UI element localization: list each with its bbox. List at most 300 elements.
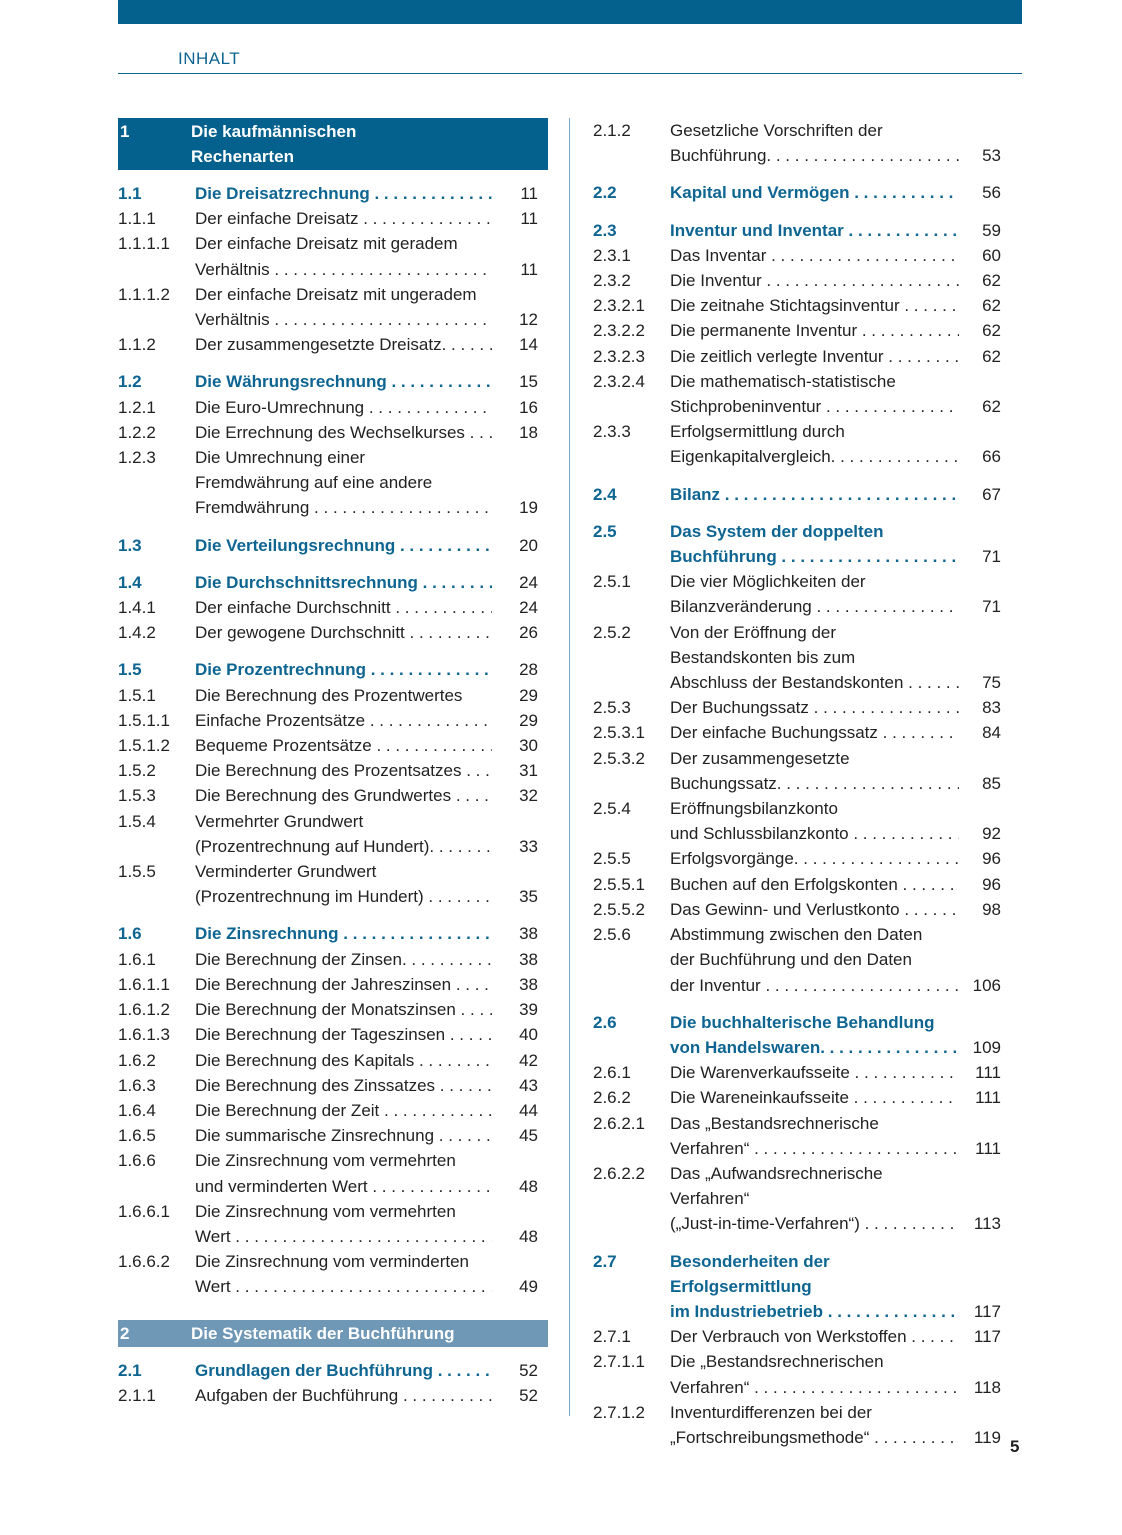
entry-page-number: 26	[519, 623, 538, 643]
entry-number: 2.3.2.2	[593, 321, 645, 341]
toc-entry[interactable]	[118, 445, 548, 521]
entry-page-number: 111	[975, 1138, 1001, 1158]
entry-title	[670, 1349, 959, 1399]
entry-page-number: 31	[519, 761, 538, 781]
toc-entry[interactable]	[118, 1148, 548, 1198]
entry-title	[195, 420, 492, 445]
entry-title-line: Die Berechnung der Monatszinsen . . .	[195, 997, 492, 1022]
entry-title-line: Die Inventur . . .	[670, 268, 959, 293]
entry-number: 1.6.5	[118, 1126, 156, 1146]
entry-page-number: 67	[982, 484, 1001, 504]
toc-entry[interactable]	[118, 595, 548, 620]
entry-title-line: im Industriebetrieb . . .	[670, 1299, 959, 1324]
entry-title	[195, 1098, 492, 1123]
entry-title	[670, 1400, 959, 1450]
entry-title	[195, 332, 492, 357]
entry-title-line: Bequeme Prozentsätze . . .	[195, 733, 492, 758]
entry-page-number: 24	[519, 572, 538, 592]
chapter-number: 1	[120, 122, 130, 141]
entry-page-number: 11	[520, 209, 538, 229]
entry-title-line: Buchen auf den Erfolgskonten . . .	[670, 872, 959, 897]
entry-title	[670, 218, 959, 243]
entry-title	[670, 419, 959, 469]
entry-number: 1.2.3	[118, 448, 156, 468]
toc-entry[interactable]	[593, 1085, 1001, 1110]
entry-title-line: Bilanzveränderung . . .	[670, 594, 959, 619]
entry-title-line: Die Euro-Umrechnung . . .	[195, 395, 492, 420]
entry-title-line: Aufgaben der Buchführung . . .	[195, 1383, 492, 1408]
entry-title-line: Die Berechnung der Jahreszinsen . . .	[195, 972, 492, 997]
entry-page-number: 33	[519, 836, 538, 856]
toc-section-entry[interactable]	[118, 181, 548, 206]
toc-section-entry[interactable]	[593, 218, 1001, 243]
entry-title-line: Fremdwährung auf eine andere	[195, 473, 433, 493]
entry-title	[670, 519, 959, 569]
entry-title	[195, 997, 492, 1022]
entry-title	[195, 758, 492, 783]
entry-page-number: 111	[975, 1063, 1001, 1083]
entry-title	[195, 1148, 492, 1198]
entry-page-number: 24	[519, 598, 538, 618]
entry-title-line: Die Berechnung der Zinsen. . . .	[195, 947, 492, 972]
entry-title-line: Die Wareneinkaufsseite . . .	[670, 1085, 959, 1110]
entry-page-number: 43	[519, 1075, 538, 1095]
entry-title-line: Die Umrechnung einer	[195, 448, 366, 468]
entry-page-number: 98	[982, 899, 1001, 919]
entry-page-number: 48	[519, 1176, 538, 1196]
toc-entry[interactable]	[593, 318, 1001, 343]
entry-title-line: Die summarische Zinsrechnung . . .	[195, 1123, 492, 1148]
entry-number: 2.1.2	[593, 121, 631, 140]
entry-title-line: Der einfache Durchschnitt . . .	[195, 595, 492, 620]
chapter-number: 2	[120, 1323, 130, 1343]
entry-title	[670, 720, 959, 745]
toc-entry[interactable]	[118, 758, 548, 783]
toc-entry[interactable]	[593, 720, 1001, 745]
entry-page-number: 96	[982, 849, 1001, 869]
entry-page-number: 71	[982, 547, 1001, 567]
toc-entry[interactable]	[118, 1073, 548, 1098]
toc-entry[interactable]	[118, 859, 548, 909]
entry-title-line: Das System der doppelten	[670, 521, 884, 541]
entry-number: 2.3.3	[593, 422, 631, 442]
toc-entry[interactable]	[118, 420, 548, 445]
entry-page-number: 11	[520, 259, 538, 279]
entry-title	[195, 533, 492, 558]
entry-page-number: 52	[519, 1360, 538, 1380]
entry-title-line: Das „Aufwandsrechnerische Verfahren“	[670, 1163, 883, 1209]
entry-number: 2.5	[593, 521, 617, 541]
entry-title-line: Gesetzliche Vorschriften der	[670, 121, 883, 140]
toc-section-entry[interactable]	[593, 519, 1001, 569]
entry-title-line: und Schlussbilanzkonto . . .	[670, 821, 959, 846]
entry-title-line: Der zusammengesetzte Dreisatz. . . .	[195, 332, 492, 357]
entry-title	[195, 206, 492, 231]
entry-title	[670, 369, 959, 419]
toc-entry[interactable]	[118, 1048, 548, 1073]
toc-entry[interactable]	[593, 872, 1001, 897]
entry-title-line: Die Berechnung des Kapitals . . .	[195, 1048, 492, 1073]
entry-title-line: Verhältnis . . .	[195, 257, 492, 282]
entry-title-line: der Buchführung und den Daten	[670, 950, 912, 970]
entry-number: 2.2	[593, 183, 617, 203]
entry-title-line: Das „Bestandsrechnerische	[670, 1113, 879, 1133]
toc-entry[interactable]	[118, 972, 548, 997]
entry-title	[195, 1358, 492, 1383]
entry-title-line: („Just-in-time-Verfahren“) . . .	[670, 1211, 959, 1236]
entry-number: 2.5.2	[593, 622, 631, 642]
entry-title	[195, 859, 492, 909]
entry-number: 1.6	[118, 924, 142, 944]
entry-page-number: 117	[973, 1327, 1001, 1347]
entry-title	[195, 1123, 492, 1148]
toc-entry[interactable]	[118, 206, 548, 231]
entry-page-number: 48	[519, 1226, 538, 1246]
entry-title-line: Die Errechnung des Wechselkurses . . .	[195, 420, 492, 445]
entry-title-line: Die vier Möglichkeiten der	[670, 572, 866, 592]
entry-page-number: 12	[519, 310, 538, 330]
toc-section-entry[interactable]	[593, 482, 1001, 507]
entry-title	[670, 846, 959, 871]
entry-title-line: Verminderter Grundwert	[195, 862, 377, 882]
entry-title-line: von Handelswaren. . . .	[670, 1035, 959, 1060]
toc-section-entry[interactable]	[118, 533, 548, 558]
entry-title-line: Verfahren“ . . .	[670, 1136, 959, 1161]
toc-entry[interactable]	[118, 1123, 548, 1148]
page-header-label: INHALT	[178, 49, 241, 68]
toc-section-entry[interactable]	[593, 1249, 1001, 1325]
toc-entry[interactable]	[593, 369, 1001, 419]
entry-page-number: 62	[982, 397, 1001, 417]
entry-title-line: Die Zinsrechnung vom verminderten	[195, 1252, 470, 1272]
entry-title-line: Die Berechnung des Prozentwertes	[195, 685, 463, 705]
entry-page-number: 66	[982, 447, 1001, 467]
entry-page-number: 85	[982, 773, 1001, 793]
toc-entry[interactable]	[118, 282, 548, 332]
entry-title-line: Die zeitlich verlegte Inventur . . .	[670, 344, 959, 369]
entry-title-line: Die Warenverkaufsseite . . .	[670, 1060, 959, 1085]
toc-entry[interactable]	[593, 569, 1001, 619]
entry-title-line: Erfolgsvorgänge. . . .	[670, 846, 959, 871]
toc-section-entry[interactable]	[118, 921, 548, 946]
entry-title	[670, 1324, 959, 1349]
entry-title-line: der Inventur . . .	[670, 973, 959, 998]
entry-page-number: 29	[519, 685, 538, 705]
entry-number: 2.5.3.2	[593, 748, 645, 768]
entry-title-line: Der einfache Buchungssatz . . .	[670, 720, 959, 745]
entry-page-number: 60	[982, 245, 1001, 265]
entry-number: 1.4.1	[118, 598, 156, 618]
toc-entry[interactable]	[593, 620, 1001, 696]
entry-title-line: Die Währungsrechnung . . .	[195, 369, 492, 394]
toc-entry[interactable]	[593, 746, 1001, 796]
entry-number: 1.6.1.1	[118, 974, 170, 994]
entry-number: 2.5.3	[593, 698, 631, 718]
entry-title	[670, 796, 959, 846]
toc-entry[interactable]	[593, 1400, 1001, 1450]
entry-number: 1.5.1.2	[118, 736, 170, 756]
entry-title	[670, 1111, 959, 1161]
entry-page-number: 111	[975, 1088, 1001, 1108]
entry-title-line: Erfolgsermittlung	[670, 1276, 812, 1296]
entry-page-number: 15	[519, 372, 538, 392]
entry-number: 1.5.2	[118, 761, 156, 781]
toc-entry[interactable]	[593, 293, 1001, 318]
toc-entry[interactable]	[118, 1022, 548, 1047]
entry-number: 2.1	[118, 1360, 142, 1380]
entry-number: 1.5.3	[118, 786, 156, 806]
entry-number: 2.5.5.2	[593, 899, 645, 919]
entry-title-line: Der zusammengesetzte	[670, 748, 850, 768]
toc-entry[interactable]	[118, 395, 548, 420]
entry-page-number: 117	[973, 1301, 1001, 1321]
entry-title	[195, 282, 492, 332]
toc-section-entry[interactable]	[118, 1358, 548, 1383]
entry-title-line: Die Verteilungsrechnung . . .	[195, 533, 492, 558]
entry-page-number: 38	[519, 974, 538, 994]
entry-title	[195, 1249, 492, 1299]
entry-title	[670, 897, 959, 922]
entry-title	[670, 922, 959, 998]
entry-number: 1.5.1	[118, 685, 156, 705]
entry-number: 1.5	[118, 660, 142, 680]
entry-page-number: 39	[519, 1000, 538, 1020]
entry-title-line: Der gewogene Durchschnitt . . .	[195, 620, 492, 645]
entry-page-number: 14	[519, 335, 538, 355]
header-rule	[118, 73, 1022, 74]
toc-entry[interactable]	[593, 846, 1001, 871]
entry-page-number: 42	[519, 1050, 538, 1070]
entry-title	[195, 369, 492, 394]
entry-title	[670, 180, 959, 205]
entry-number: 2.5.5	[593, 849, 631, 869]
entry-title-line: Verfahren“ . . .	[670, 1375, 959, 1400]
toc-entry[interactable]	[118, 708, 548, 733]
toc-entry[interactable]	[593, 897, 1001, 922]
entry-title-line: Der Verbrauch von Werkstoffen . . .	[670, 1324, 959, 1349]
chapter-title	[191, 119, 548, 169]
toc-entry[interactable]	[118, 997, 548, 1022]
toc-entry[interactable]	[118, 332, 548, 357]
entry-number: 2.3	[593, 220, 617, 240]
entry-number: 1.5.1.1	[118, 710, 170, 730]
entry-page-number: 62	[982, 296, 1001, 316]
entry-title	[195, 809, 492, 859]
chapter-heading	[118, 118, 548, 170]
entry-title	[670, 695, 959, 720]
toc-entry[interactable]	[593, 268, 1001, 293]
entry-number: 2.1.1	[118, 1385, 156, 1405]
entry-title	[670, 482, 959, 507]
toc-entry[interactable]	[118, 683, 548, 708]
entry-number: 2.7.1.1	[593, 1352, 645, 1372]
entry-page-number: 96	[982, 874, 1001, 894]
entry-title	[195, 1199, 492, 1249]
entry-page-number: 62	[982, 346, 1001, 366]
toc-entry[interactable]	[118, 1249, 548, 1299]
toc-entry[interactable]	[593, 922, 1001, 998]
entry-page-number: 20	[519, 535, 538, 555]
entry-title-line: Die mathematisch-statistische	[670, 371, 896, 391]
entry-page-number: 119	[973, 1427, 1001, 1447]
entry-page-number: 62	[982, 271, 1001, 291]
entry-number: 2.3.2	[593, 271, 631, 291]
toc-entry[interactable]	[593, 796, 1001, 846]
entry-number: 2.3.2.3	[593, 346, 645, 366]
toc-entry[interactable]	[118, 947, 548, 972]
entry-title	[670, 620, 959, 696]
entry-page-number: 106	[972, 975, 1001, 995]
toc-entry[interactable]	[593, 1161, 1001, 1237]
entry-title	[195, 1048, 492, 1073]
entry-number: 2.6.2.2	[593, 1163, 645, 1183]
entry-number: 1.6.3	[118, 1075, 156, 1095]
entry-title	[195, 570, 492, 595]
entry-page-number: 30	[519, 736, 538, 756]
entry-title-line: Die Dreisatzrechnung . . .	[195, 181, 492, 206]
entry-page-number: 53	[982, 146, 1001, 166]
entry-number: 1.6.1.2	[118, 1000, 170, 1020]
entry-page-number: 40	[519, 1025, 538, 1045]
entry-title-line: Inventur und Inventar . . .	[670, 218, 959, 243]
entry-number: 2.5.4	[593, 799, 631, 819]
toc-section-entry[interactable]	[593, 180, 1001, 205]
entry-title	[670, 1249, 959, 1325]
entry-page-number: 44	[519, 1100, 538, 1120]
toc-entry[interactable]	[593, 419, 1001, 469]
entry-number: 1.6.6.1	[118, 1201, 170, 1221]
entry-page-number: 52	[519, 1385, 538, 1405]
entry-title-line: Die Prozentrechnung . . .	[195, 657, 492, 682]
entry-title-line: Bilanz . . .	[670, 482, 959, 507]
entry-number: 1.2.1	[118, 397, 156, 417]
entry-title	[195, 921, 492, 946]
entry-title-line: Verhältnis . . .	[195, 307, 492, 332]
entry-title-line: Buchführung. . . .	[670, 143, 959, 168]
entry-page-number: 118	[973, 1377, 1001, 1397]
entry-title	[195, 657, 492, 682]
entry-title-line: Kapital und Vermögen . . .	[670, 180, 959, 205]
entry-title	[195, 1383, 492, 1408]
entry-title	[195, 783, 492, 808]
entry-number: 2.6.2.1	[593, 1113, 645, 1133]
toc-section-entry[interactable]	[593, 1010, 1001, 1060]
entry-number: 1.3	[118, 535, 142, 555]
entry-title-line: Stichprobeninventur . . .	[670, 394, 959, 419]
entry-title	[195, 445, 492, 521]
toc-entry[interactable]	[118, 1199, 548, 1249]
entry-page-number: 84	[982, 723, 1001, 743]
entry-page-number: 92	[982, 824, 1001, 844]
entry-number: 1.2	[118, 372, 142, 392]
entry-title	[670, 243, 959, 268]
entry-title	[670, 268, 959, 293]
entry-title-line: Die permanente Inventur . . .	[670, 318, 959, 343]
chapter-heading	[118, 1320, 548, 1347]
entry-title-line: Einfache Prozentsätze . . .	[195, 708, 492, 733]
chapter-title	[191, 1321, 548, 1346]
toc-section-entry[interactable]	[118, 657, 548, 682]
entry-title-line: „Fortschreibungsmethode“ . . .	[670, 1425, 959, 1450]
entry-title-line: Grundlagen der Buchführung . . .	[195, 1358, 492, 1383]
toc-entry[interactable]	[118, 783, 548, 808]
entry-page-number: 45	[519, 1126, 538, 1146]
entry-title-line: Von der Eröffnung der	[670, 622, 837, 642]
entry-title	[195, 231, 492, 281]
entry-title-line: (Prozentrechnung auf Hundert). . . .	[195, 834, 492, 859]
entry-page-number: 32	[519, 786, 538, 806]
toc-entry[interactable]	[593, 1111, 1001, 1161]
toc-entry[interactable]	[593, 1324, 1001, 1349]
entry-title	[670, 1085, 959, 1110]
entry-number: 2.6	[593, 1012, 617, 1032]
entry-title-line: Die Berechnung der Zeit . . .	[195, 1098, 492, 1123]
toc-entry[interactable]	[593, 118, 1001, 168]
entry-page-number: 18	[519, 422, 538, 442]
toc-section-entry[interactable]	[118, 369, 548, 394]
entry-title-line: Das Gewinn- und Verlustkonto . . .	[670, 897, 959, 922]
toc-entry[interactable]	[593, 1060, 1001, 1085]
top-color-bar	[118, 0, 1022, 24]
entry-title-line: Abschluss der Bestandskonten . . .	[670, 670, 959, 695]
entry-page-number: 113	[973, 1214, 1001, 1234]
entry-number: 1.4	[118, 572, 142, 592]
toc-entry[interactable]	[593, 243, 1001, 268]
entry-title	[670, 1060, 959, 1085]
entry-page-number: 75	[982, 673, 1001, 693]
toc-entry[interactable]	[118, 733, 548, 758]
entry-number: 2.5.5.1	[593, 874, 645, 894]
toc-entry[interactable]	[593, 344, 1001, 369]
entry-number: 2.5.1	[593, 572, 631, 592]
entry-title-line: Wert . . .	[195, 1224, 492, 1249]
entry-title-line: Die Berechnung des Zinssatzes . . .	[195, 1073, 492, 1098]
toc-section-entry[interactable]	[118, 570, 548, 595]
entry-title-line: und verminderten Wert . . .	[195, 1174, 492, 1199]
toc-entry[interactable]	[593, 1349, 1001, 1399]
entry-title-line: Die „Bestandsrechnerischen	[670, 1352, 884, 1372]
entry-title-line: Die zeitnahe Stichtagsinventur . . .	[670, 293, 959, 318]
entry-page-number: 35	[519, 887, 538, 907]
entry-number: 1.1.2	[118, 335, 156, 355]
toc-entry[interactable]	[118, 620, 548, 645]
entry-number: 1.1.1.2	[118, 284, 170, 304]
toc-entry[interactable]	[118, 231, 548, 281]
entry-number: 2.5.6	[593, 925, 631, 945]
entry-number: 2.3.2.1	[593, 296, 645, 316]
entry-title-line: Die Berechnung des Prozentsatzes . . .	[195, 758, 492, 783]
toc-entry[interactable]	[118, 1098, 548, 1123]
entry-title	[195, 595, 492, 620]
entry-number: 1.2.2	[118, 422, 156, 442]
entry-page-number: 38	[519, 949, 538, 969]
toc-entry[interactable]	[118, 1383, 548, 1408]
entry-number: 2.7	[593, 1251, 617, 1271]
entry-number: 1.1.1	[118, 209, 156, 229]
entry-title	[195, 395, 492, 420]
entry-title	[670, 1161, 959, 1237]
toc-entry[interactable]	[118, 809, 548, 859]
chapter-title-line: Die kaufmännischen	[191, 122, 357, 141]
column-divider	[569, 118, 570, 1416]
entry-title	[195, 683, 492, 708]
entry-title-line: Der einfache Dreisatz mit ungeradem	[195, 284, 477, 304]
entry-title-line: Eröffnungsbilanzkonto	[670, 799, 838, 819]
entry-title-line: Das Inventar . . .	[670, 243, 959, 268]
entry-number: 1.1.1.1	[118, 234, 170, 254]
toc-entry[interactable]	[593, 695, 1001, 720]
entry-number: 1.6.1	[118, 949, 156, 969]
